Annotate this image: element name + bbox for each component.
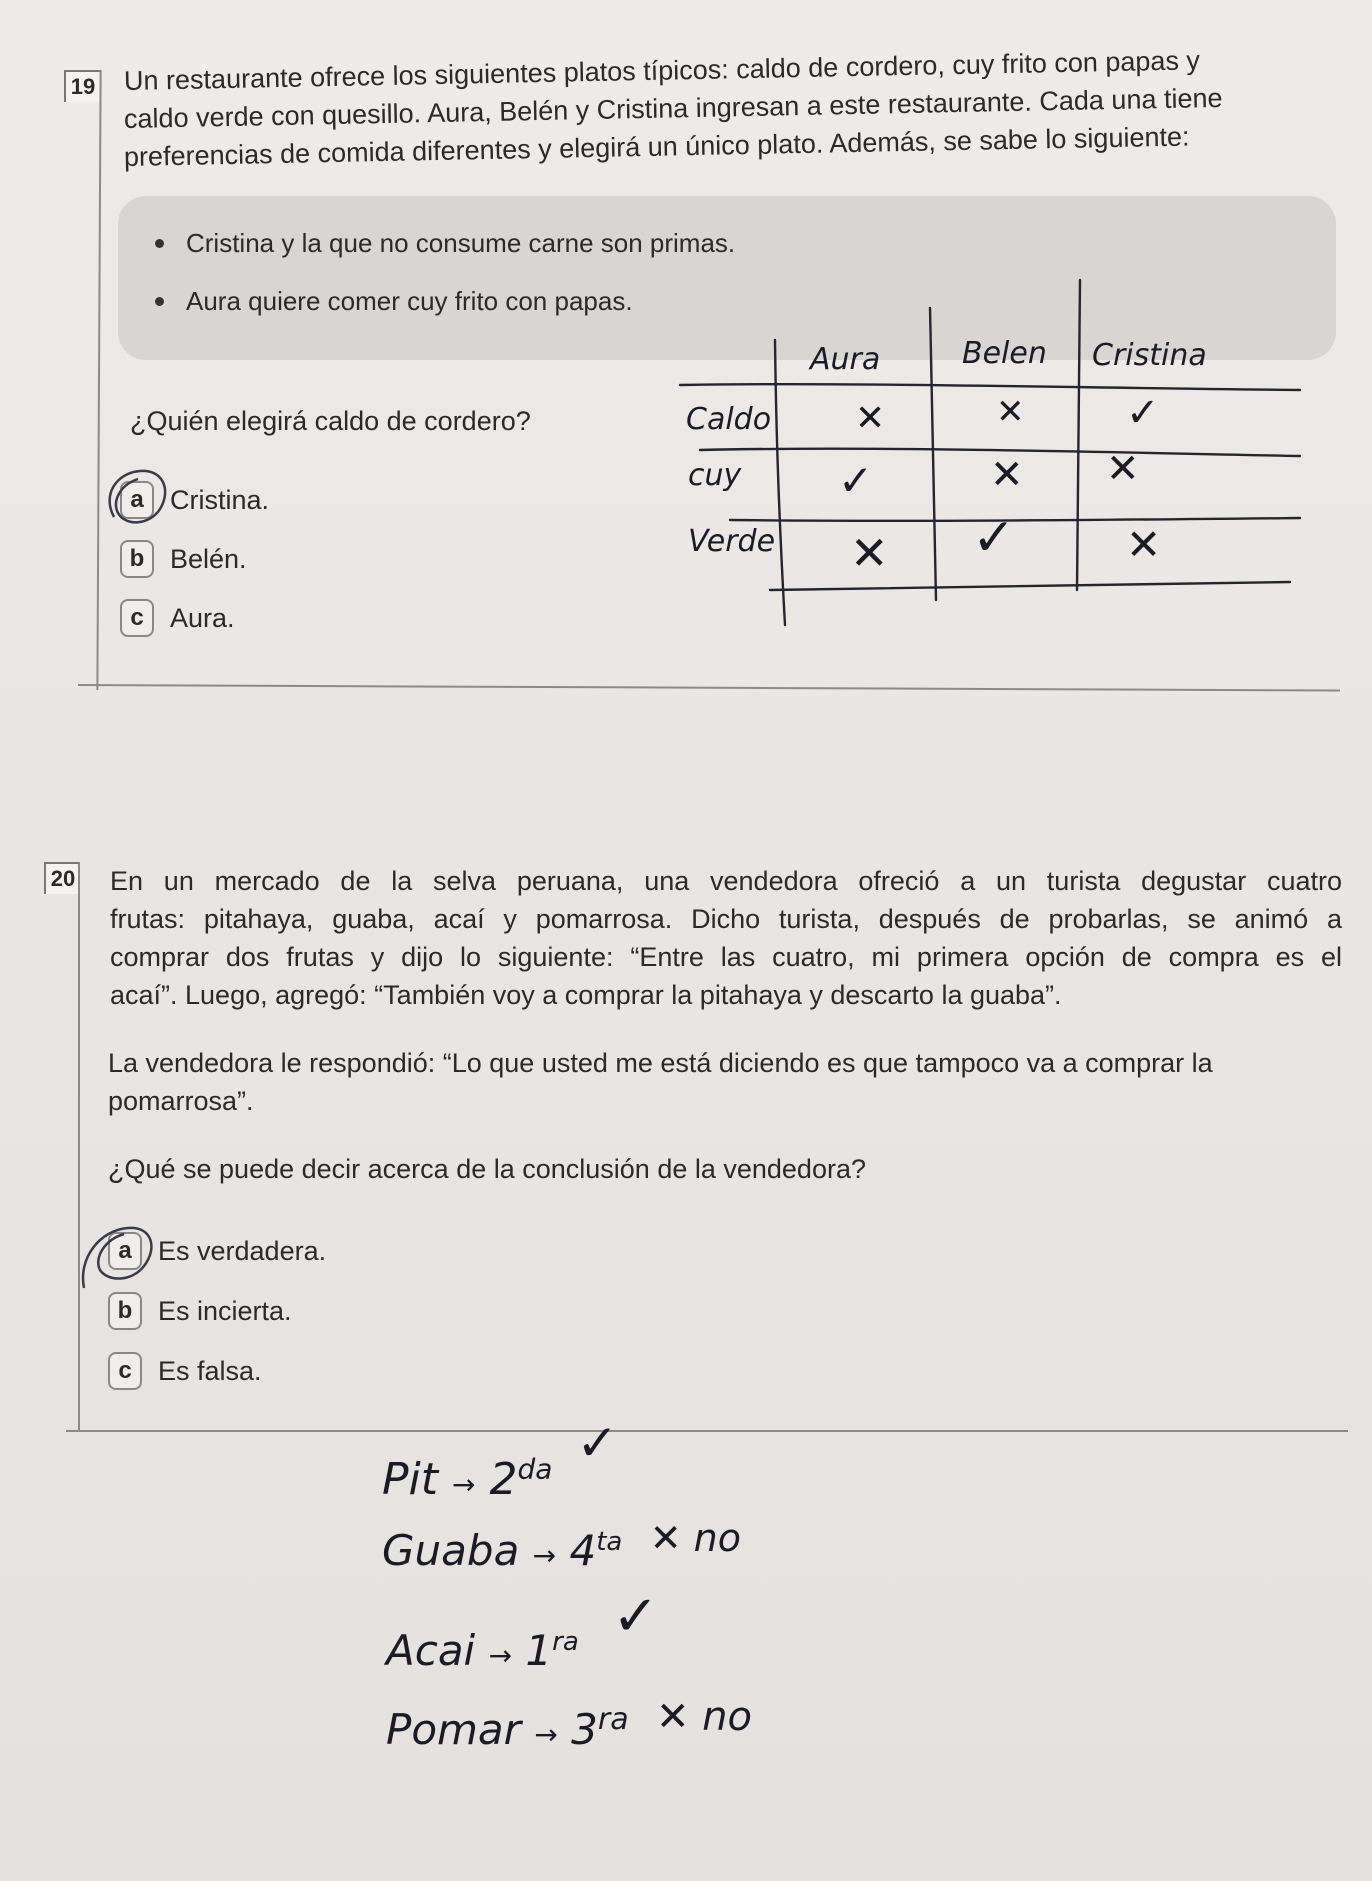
handwritten-grid <box>660 270 1300 630</box>
option-letter-b: b <box>108 1292 142 1330</box>
note-row-1 <box>382 1414 619 1506</box>
q20-reply-line-2: pomarrosa”. <box>108 1086 254 1116</box>
q20-question: ¿Qué se puede decir acerca de la conclusión de la vendedora? <box>108 1154 866 1184</box>
bullet-icon <box>155 297 164 306</box>
option-text-c: Aura. <box>170 602 235 633</box>
q20-option-c[interactable] <box>108 1352 262 1390</box>
mark-caldo-aura: ✕ <box>855 398 886 439</box>
answer-circle-q19 <box>100 455 180 535</box>
arrow-icon: → <box>532 1539 557 1572</box>
answer-circle-q20 <box>80 1208 170 1298</box>
arrow-icon: → <box>488 1639 513 1672</box>
arrow-icon: → <box>534 1718 558 1751</box>
note-fruit-2: Guaba <box>382 1526 520 1575</box>
fact-text-2: Aura quiere comer cuy frito con papas. <box>186 286 633 316</box>
option-text-b: Belén. <box>170 543 247 574</box>
question-20-bottom-rule <box>66 1430 1348 1432</box>
note-rank-3: 1 <box>525 1626 553 1675</box>
note-fruit-1: Pit <box>382 1454 439 1505</box>
question-number-19: 19 <box>64 70 100 102</box>
mark-verde-cristina: ✕ <box>1126 520 1162 569</box>
option-letter-c: c <box>120 599 154 637</box>
q20-stem <box>110 862 1342 1014</box>
question-19-bottom-rule <box>78 684 1340 692</box>
mark-cuy-aura: ✓ <box>838 456 874 505</box>
note-fruit-3: Acai <box>386 1626 476 1675</box>
question-20-vertical-rule <box>78 862 80 1432</box>
note-sup-3: ra <box>552 1627 579 1657</box>
q20-stem-line-2: frutas: pitahaya, guaba, acaí y pomarrosa. Dicho turista, después de probarlas, se animó a <box>110 904 1342 934</box>
note-mark-1: ✓ <box>576 1414 619 1472</box>
note-mark-3: ✓ <box>612 1584 660 1649</box>
option-text-a: Cristina. <box>170 484 270 515</box>
fact-text-1: Cristina y la que no consume carne son primas. <box>186 228 736 258</box>
mark-verde-aura: ✕ <box>850 526 889 580</box>
mark-cuy-belen: ✕ <box>990 452 1024 498</box>
option-text-b: Es incierta. <box>158 1295 292 1326</box>
option-letter-b: b <box>120 540 154 578</box>
fact-item-2 <box>155 286 633 317</box>
table-row-cuy: cuy <box>688 458 742 493</box>
q19-option-c[interactable] <box>120 599 235 637</box>
q19-stem-line-1: Un restaurante ofrece los siguientes platos típicos: caldo de cordero, cuy frito con papas y <box>123 45 1201 96</box>
bullet-icon <box>155 239 164 248</box>
q19-stem-line-2: caldo verde con quesillo. Aura, Belén y Cristina ingresan a este restaurante. Cada una tiene <box>123 82 1223 134</box>
note-row-3 <box>386 1584 660 1679</box>
note-row-2 <box>382 1516 741 1575</box>
option-text-c: Es falsa. <box>158 1355 262 1386</box>
note-sup-2: ta <box>596 1527 623 1557</box>
note-mark-4: ✕ no <box>655 1694 753 1740</box>
mark-cuy-cristina: ✕ <box>1106 446 1140 492</box>
note-sup-1: da <box>517 1452 553 1486</box>
table-row-verde: Verde <box>688 524 776 559</box>
table-column-aura: Aura <box>810 342 881 377</box>
note-rank-2: 4 <box>569 1526 597 1575</box>
table-column-belen: Belen <box>962 336 1047 371</box>
note-fruit-4: Pomar <box>386 1705 521 1754</box>
note-mark-2: ✕ no <box>649 1516 741 1560</box>
note-row-4 <box>386 1694 753 1754</box>
option-letter-a: a <box>120 481 154 519</box>
note-rank-4: 3 <box>571 1705 598 1754</box>
q20-reply-line-1: La vendedora le respondió: “Lo que usted me está diciendo es que tampoco va a comprar la <box>108 1048 1213 1078</box>
question-number-20: 20 <box>44 862 80 894</box>
mark-caldo-cristina: ✓ <box>1126 390 1160 436</box>
mark-verde-belen: ✓ <box>972 508 1016 568</box>
mark-caldo-belen: ✕ <box>996 392 1025 432</box>
q19-question: ¿Quién elegirá caldo de cordero? <box>130 406 531 436</box>
option-letter-a: a <box>108 1232 142 1270</box>
option-text-a: Es verdadera. <box>158 1235 327 1266</box>
q20-reply <box>108 1044 1342 1120</box>
q19-option-b[interactable] <box>120 540 247 578</box>
fact-item-1 <box>155 228 735 259</box>
q20-stem-line-4: acaí”. Luego, agregó: “También voy a comprar la pitahaya y descarto la guaba”. <box>110 980 1062 1010</box>
q19-stem-line-3: preferencias de comida diferentes y elegirá un único plato. Además, se sabe lo siguiente: <box>123 121 1190 172</box>
table-row-caldo: Caldo <box>686 402 772 437</box>
note-sup-4: ra <box>597 1702 629 1737</box>
option-letter-c: c <box>108 1352 142 1390</box>
question-19-vertical-rule <box>96 70 101 690</box>
note-rank-1: 2 <box>489 1454 518 1505</box>
table-column-cristina: Cristina <box>1092 338 1207 373</box>
arrow-icon: → <box>452 1468 476 1501</box>
q20-stem-line-1: En un mercado de la selva peruana, una vendedora ofreció a un turista degustar cuatro <box>110 866 1342 896</box>
q20-stem-line-3: comprar dos frutas y dijo lo siguiente: “Entre las cuatro, mi primera opción de compra es el <box>110 942 1342 972</box>
